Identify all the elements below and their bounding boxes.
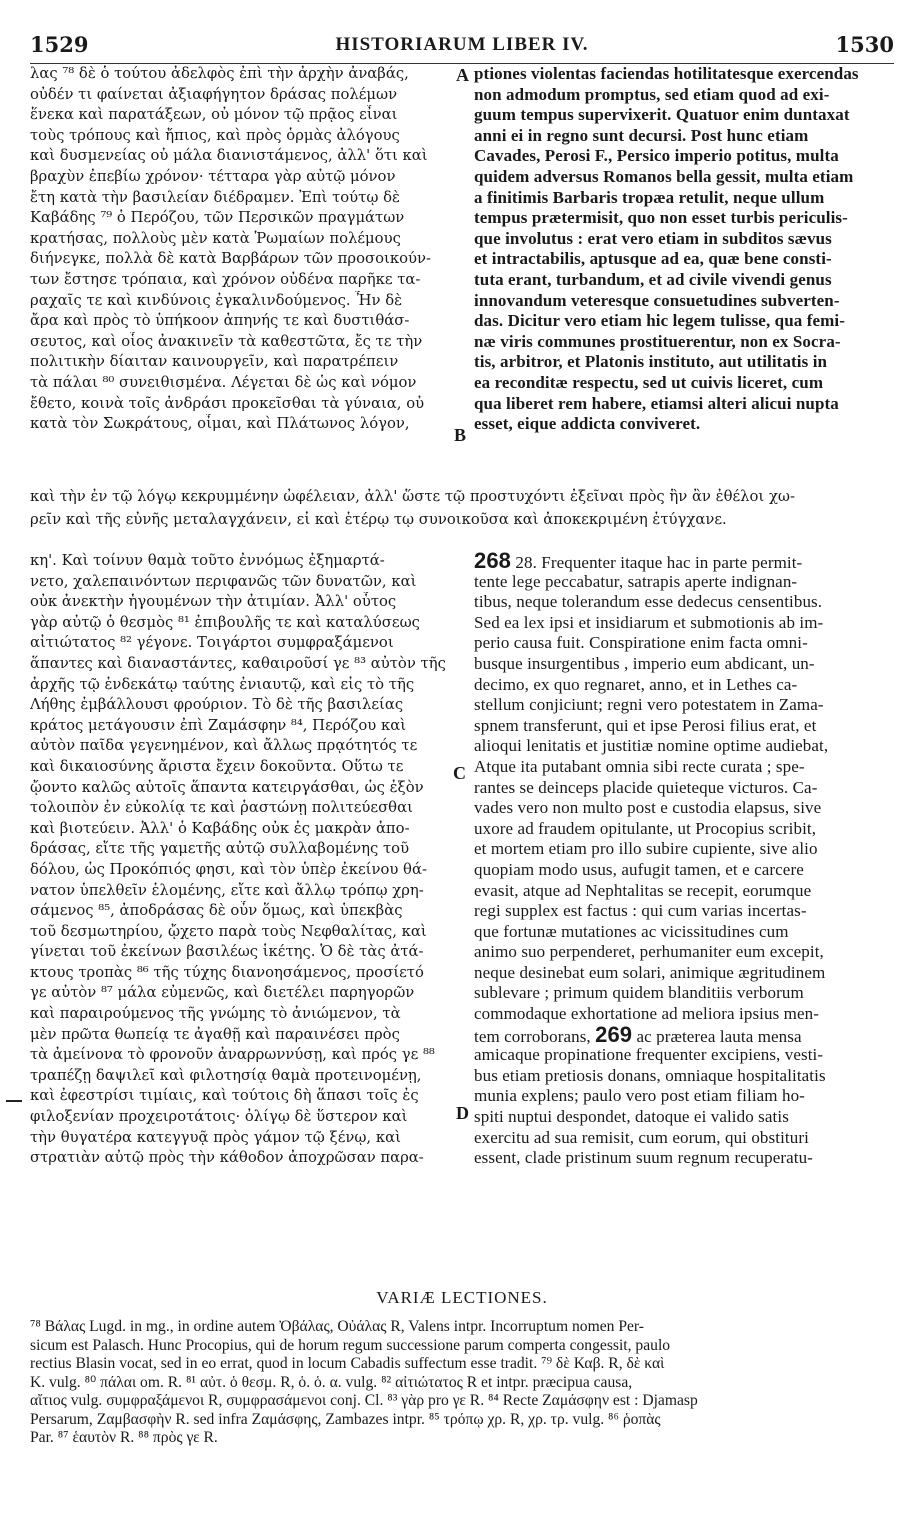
section-marker-b: B (454, 425, 467, 445)
greek-text-line: Καβάδης ⁷⁹ ὁ Περόζου, τῶν Περσικῶν πραγμάτων (30, 209, 405, 227)
latin-text-line: ea reconditæ respectu, sed ut cuivis liceret, cum (474, 372, 824, 392)
latin-text-line: esset, eique addicta conviveret. (474, 414, 701, 434)
greek-text-line: καὶ δικαιοσύνης ἄριστα ἔχειν δοκοῦντα. Οὕτω τε (30, 757, 404, 775)
latin-text-line: animo suo perpenderet, perhumaniter eum excepit, (474, 942, 824, 962)
note-line: αἴτιος vulg. συμφραξάμενοι R, συμφρασάμενοι conj. Cl. ⁸³ γὰρ pro γε R. ⁸⁴ Recte Ζαμάσφην est : Djamasp (30, 1392, 698, 1409)
latin-text-line: tibus, neque tolerandum esse dedecus censentibus. (474, 592, 823, 612)
greek-text-line: δράσας, εἴτε τῆς γαμετῆς αὐτῷ συλλαβομένης τοῦ (30, 840, 410, 858)
greek-text-line: καὶ παραιρούμενος τῆς γνώμης τὸ ἀνιώμενον, τὰ (30, 1005, 401, 1023)
greek-text-line: διήνεγκε, πολλὰ δὲ κατὰ Βαρβάρων τῶν προσοικούν- (30, 250, 431, 268)
note-line: K. vulg. ⁸⁰ πάλαι om. R. ⁸¹ αὐτ. ὁ θεσμ. R, ὁ. ὁ. α. vulg. ⁸² αἰτιώτατος R et intpr. præcipua causa, (30, 1373, 633, 1391)
greek-text-line: ἀρχῆς τῷ ἐνδεκάτῳ ταύτης ἐνιαυτῷ, καὶ εἰς τὸ τῆς (30, 675, 415, 693)
greek-span-line-1: καὶ τὴν ἐν τῷ λόγῳ κεκρυμμένην ὠφέλειαν, ἀλλ' ὥστε τῷ προστυχόντι ἐξεῖναι πρὸς ἣν ἂν ἐθέλοι χω- (30, 488, 795, 505)
latin-text-line: et mortem etiam pro illo subire cupiente, sive alio (474, 839, 818, 859)
greek-text-line: τοὺς τρόπους καὶ ἤπιος, καὶ πρὸς ὁρμὰς ἀλόγους (30, 126, 400, 144)
latin-text: tem corroborans, (474, 1026, 596, 1046)
greek-text-line: ἅπαντες καὶ διαναστάντες, καθαιροῦσί γε ⁸³ αὐτὸν τῆς (30, 654, 446, 672)
greek-column-top (30, 64, 466, 435)
latin-text-line: essent, clade pristinum suum regnum recuperatu- (474, 1148, 813, 1168)
greek-text-line: σευτος, καὶ οἷος ἀνακινεῖν τὰ καθεστῶτα, ἔς τε τὴν (30, 332, 423, 350)
latin-text-line: regi supplex est factus : qui cum varias incertas- (474, 901, 807, 921)
greek-text-line: καὶ βιοτεύειν. Ἀλλ' ὁ Καβάδης οὐκ ἐς μακρὰν ἀπο- (30, 819, 410, 837)
greek-text-line: τολοιπὸν ἐν εὐκολίᾳ τε καὶ ῥαστώνῃ πολιτεύεσθαι (30, 799, 413, 817)
greek-text-line: ἕνεκα καὶ παρατάξεων, οὐ μόνον τῷ πρᾷος εἶναι (30, 106, 398, 124)
page-number-left: 1529 (30, 32, 89, 57)
latin-text-line: a finitimis Barbaris tropæa retulit, neque ullum (474, 187, 825, 207)
latin-text-line: que involutus : erat vero etiam in subditos sævus (474, 228, 832, 248)
greek-text-line: φιλοξενίαν προχειροτάτοις· ὀλίγῳ δὲ ὕστερον καὶ (30, 1108, 408, 1126)
greek-text-line: οὐδέν τι φαίνεται ἀξιαφήγητον δράσας πολέμων (30, 85, 398, 103)
greek-text-line: νετο, χαλεπαινόντων περιφανῶς τῶν δυνατῶν, καὶ (30, 572, 417, 590)
note-line: Persarum, Ζαμβασφὴν R. sed infra Ζαμάσφης, Zambazes intpr. ⁸⁵ τρόπῳ χρ. R, χρ. τρ. vulg. ⁸⁶ ῥοπὰς (30, 1410, 661, 1428)
greek-text-line: των ἔστησε τρόπαια, καὶ χρόνον οὐδένα παρῆκε τα- (30, 270, 421, 288)
note-line: rectius Blasin vocat, sed in eo errat, quod in locum Cabadis suffectum esse tradit. ⁷⁹ δὲ Καβ. R, δὲ καὶ (30, 1355, 665, 1372)
greek-text-line: γε αὐτὸν ⁸⁷ μάλα εὐμενῶς, καὶ διετέλει παρηγορῶν (30, 984, 415, 1002)
greek-text-line: κράτος μετάγουσιν ἐπὶ Ζαμάσφην ⁸⁴, Περόζου καὶ (30, 716, 407, 734)
latin-text-line: tis, arbitror, et Platonis instituto, aut utilitatis in (474, 352, 828, 372)
greek-text-line: πολιτικὴν δίαιταν καινουργεῖν, καὶ παρατρέπειν (30, 353, 399, 371)
latin-text-line: tente lege peccabatur, satrapis aperte indignan- (474, 571, 798, 591)
greek-text-line: Λήθης ἐμβάλλουσι φρούριον. Τὸ δὲ τῆς βασιλείας (30, 696, 404, 714)
latin-text-line: stellum conjiciunt; regni vero potestatem in Zama- (474, 695, 824, 715)
latin-text: ac præterea lauta mensa (632, 1026, 802, 1046)
latin-text-line: ptiones violentas faciendas hotilitatesque exercendas (474, 64, 859, 83)
page-number-right: 1530 (835, 32, 894, 57)
greek-text-line: βραχὺν ἐπεβίω χρόνον· τέτταρα γὰρ αὐτῷ μόνον (30, 167, 396, 185)
greek-text-line: τραπέζῃ δαψιλεῖ καὶ φιλοτησίᾳ θαμὰ προτεινομένῃ, (30, 1066, 422, 1084)
latin-text-line: exercitu ad sua remisit, cum eorum, qui obstituri (474, 1127, 809, 1147)
latin-text-line: vades vero non multo post e custodia elapsus, sive (474, 798, 822, 818)
greek-column-bottom (30, 551, 466, 1169)
latin-text-line: neque desinebat eum solari, animique ægritudinem (474, 962, 826, 982)
margin-dash (6, 1100, 22, 1102)
greek-text-line: σάμενος ⁸⁵, ἀποδράσας δὲ οὖν ὅμως, καὶ ὑπεκβὰς (30, 902, 403, 920)
latin-column-top (474, 64, 896, 435)
latin-text-line: rantes se deinceps placide quieteque victuros. Ca- (474, 777, 818, 797)
greek-text-line: αἰτιώτατος ⁸² γέγονε. Τοιγάρτοι συμφραξάμενοι (30, 634, 394, 652)
greek-text-line: κτους τροπὰς ⁸⁶ τῆς τύχης διανοησάμενος, προσίετό (30, 963, 424, 981)
greek-text-line: αὐτὸν παῖδα γεγενημένον, καὶ ἄλλως πρᾳότητός τε (30, 737, 418, 755)
latin-text-line: et intractabilis, aptusque ad ea, quæ bene consti- (474, 249, 832, 269)
latin-text-line: qua liberet rem habere, etiamsi alteri alicui nupta (474, 393, 839, 413)
greek-text-line: ραχαῖς τε καὶ κινδύνοις ἐγκαλινδούμενος. Ἦν δὲ (30, 291, 403, 309)
greek-text-line: κρατήσας, πολλοὺς μὲν κατὰ Ῥωμαίων πολέμους (30, 229, 401, 247)
latin-text-line: munia explens; paulo vero post etiam filiam ho- (474, 1086, 805, 1106)
note-line: sicum est Palasch. Hunc Procopius, qui de horum regum successione parum comperta congessit, paulo (30, 1336, 671, 1354)
latin-text-line: non admodum promptus, sed etiam quod ad exi- (474, 84, 830, 104)
latin-text-line: decimo, ex quo regnaret, anno, et in Lethes ca- (474, 674, 798, 694)
latin-text-line: quidem adversus Romanos bella gessit, multa etiam (474, 166, 854, 186)
latin-text-line: das. Dicitur vero etiam hic legem tulisse, qua femi- (474, 311, 845, 331)
latin-text-line: sublevare ; primum quidem blanditiis verborum (474, 983, 804, 1003)
running-title: HISTORIARUM LIBER IV. (335, 34, 589, 55)
greek-text-line: κατὰ τὸν Σωκράτους, οἶμαι, καὶ Πλάτωνος λόγον, (30, 415, 410, 433)
greek-text-line: ἔθετο, κοινὰ τοῖς ἀνδράσι προκεῖσθαι τὰ γύναια, οὐ (30, 394, 425, 412)
page-ref-269: 269 (595, 1024, 633, 1046)
greek-text-line: καὶ ἐφεστρίσι τιμίαις, καὶ τούτοις δὴ ἅπασι τοῖς ἐς (30, 1087, 419, 1105)
greek-text-line: νατον ὑπελθεῖν ἑλομένης, εἴτε καὶ ἄλλῳ τρόπῳ χρη- (30, 881, 424, 899)
greek-text-line: τοῦ δεσμωτηρίου, ᾤχετο παρὰ τοὺς Νεφθαλίτας, καὶ (30, 922, 427, 940)
greek-text-line: κη'. Καὶ τοίνυν θαμὰ τοῦτο ἐννόμως ἐξημαρτά- (30, 552, 385, 569)
greek-text-line: τὴν θυγατέρα κατεγγυᾷ πρὸς γάμον τῷ ξένῳ, καὶ (30, 1128, 401, 1146)
latin-text-line: næ viris communes prostituerentur, non ex Socra- (474, 331, 841, 351)
notes-title: VARIÆ LECTIONES. (376, 1288, 548, 1307)
latin-text: 28. Frequenter itaque hac in parte permit- (511, 553, 803, 572)
latin-text-line: spnem transferunt, qui et ipse Perosi filius erat, et (474, 715, 817, 735)
latin-text-line: tempus prætermisit, quo non esset turbis periculis- (474, 208, 848, 228)
latin-text-line: evasit, atque ad Nephtalitas se recepit, eorumque (474, 880, 812, 900)
latin-text-line: tuta erant, turbandum, et ad civile vivendi genus (474, 269, 832, 289)
latin-text-line: perio causa fuit. Conspiratione enim facta omni- (474, 633, 808, 653)
greek-text-line: ἄρα καὶ πρὸς τὸ ὑπήκοον ἀπηνής τε καὶ δυστιθάσ- (30, 312, 410, 330)
latin-bottom-line-24 (474, 1025, 896, 1046)
note-line: ⁷⁸ Βάλας Lugd. in mg., in ordine autem Ὀβάλας, Οὐάλας R, Valens intpr. Incorruptum nomen Per- (30, 1318, 644, 1335)
latin-text-line: commodaque exhortatione ad meliora ipsius men- (474, 1004, 819, 1024)
latin-text-line: que fortunæ mutationes ac vicissitudines cum (474, 921, 789, 941)
latin-text-line: busque insurgentibus , imperio eum abdicant, un- (474, 653, 815, 673)
latin-text-line: Sed ea lex ipsi et insidiarum et submotionis ab im- (474, 612, 824, 632)
greek-text-line: οὐκ ἀνεκτὴν ἡγουμένων τὴν ἀτιμίαν. Ἀλλ' οὗτος (30, 593, 397, 611)
greek-text-line: γίνεται τοῦ ἐκείνων βασιλέως ἱκέτης. Ὁ δὲ τὰς ἀτά- (30, 943, 424, 961)
greek-text-line: καὶ δυσμενείας οὐ μάλα διανιστάμενος, ἀλλ' ὅτι καὶ (30, 147, 428, 165)
greek-text-line: μὲν πρῶτα θωπείᾳ τε ἀγαθῇ καὶ παραινέσει πρὸς (30, 1025, 400, 1043)
section-marker-c: C (453, 763, 466, 783)
greek-text-line: τὰ πάλαι ⁸⁰ συνειθισμένα. Λέγεται δὲ ὡς καὶ νόμον (30, 373, 417, 391)
latin-text-line: amicaque propinatione frequenter excipiens, vesti- (474, 1045, 824, 1065)
latin-bottom-line-first (474, 551, 896, 572)
latin-text-line: Cavades, Perosi F., Persico imperio potitus, multa (474, 146, 839, 166)
greek-text-line: ᾤοντο καλῶς αὐτοῖς ἅπαντα κατειργάσθαι, ὡς ἐξὸν (30, 778, 424, 796)
latin-text-line: bus etiam pretiosis donans, omniaque hospitalitatis (474, 1065, 826, 1085)
greek-span-line-2: ρεῖν καὶ τῆς εὐνῆς μεταλαγχάνειν, εἰ καὶ ἑτέρῳ τῳ συνοικοῦσα καὶ ἀποκεκριμένη ἐτύγχανε. (30, 511, 727, 528)
latin-text-line: uxore ad fraudem opitulante, ut Procopius scribit, (474, 818, 817, 838)
page-ref-268: 268 (474, 551, 512, 572)
section-marker-d: D (456, 1103, 469, 1123)
latin-text-line: quopiam modo usus, aufugit tamen, et e carcere (474, 859, 804, 879)
greek-text-line: στρατιὰν αὐτῷ πρὸς τὴν κάθοδον ἀποχρῶσαν παρα- (30, 1149, 424, 1167)
greek-text-line: τὰ ἀμείνονα τὸ φρονοῦν ἀναρρωννύσῃ, καὶ πρός γε ⁸⁸ (30, 1046, 435, 1064)
note-line: Par. ⁸⁷ ἑαυτὸν R. ⁸⁸ πρὸς γε R. (30, 1429, 218, 1446)
greek-text-line: λας ⁷⁸ δὲ ὁ τούτου ἀδελφὸς ἐπὶ τὴν ἀρχὴν ἀναβάς, (30, 65, 409, 82)
greek-text-line: δόλου, ὡς Προκόπιός φησι, καὶ τὸν ὑπὲρ ἐκείνου θά- (30, 860, 427, 878)
latin-column-bottom (474, 551, 896, 1169)
latin-text-line: spiti nuptui despondet, datoque ei valido satis (474, 1107, 789, 1127)
greek-text-line: ἔτη κατὰ τὴν βασιλείαν διέδραμεν. Ἐπὶ τούτῳ δὲ (30, 188, 400, 206)
variant-readings (30, 1318, 900, 1448)
latin-text-line: Atque ita putabant omnia sibi recte curata ; spe- (474, 756, 805, 776)
greek-text-line: γὰρ αὐτῷ ὁ θεσμὸς ⁸¹ ἐπιβουλῆς τε καὶ καταλύσεως (30, 613, 420, 631)
section-marker-a: A (456, 65, 469, 85)
latin-text-line: alioqui lenitatis et justitiæ nomine optime audiebat, (474, 736, 829, 756)
latin-text-line: anni ei in regno sunt decursi. Post hunc etiam (474, 125, 809, 145)
latin-text-line: guum tempus supervixerit. Quatuor enim duntaxat (474, 105, 850, 125)
latin-text-line: innovandum veteresque consuetudines subverten- (474, 290, 840, 310)
